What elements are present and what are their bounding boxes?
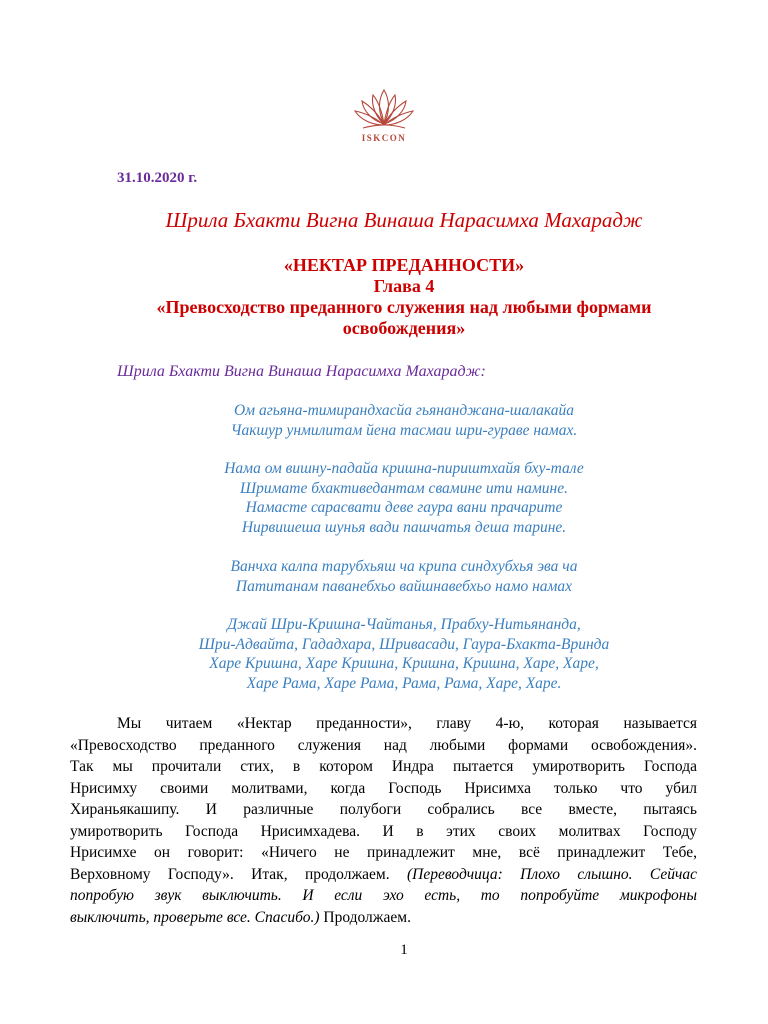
mantra-line: Ом агьяна-тимирандхасйа гьянанджана-шалакайа [233, 402, 575, 419]
lecture-title [100, 255, 708, 339]
mantra-line: Харе Рама, Харе Рама, Рама, Рама, Харе, Харе. [246, 674, 562, 692]
mantra-stanza [0, 615, 768, 693]
mantra-line: Ванчха калпа тарубхьяш ча крипа синдхубхья эва ча [230, 558, 578, 575]
translator-note: (Переводчица: Плохо слышно. Сейчас [407, 865, 698, 883]
mantra-line: Чакшур унмилитам йена тасмаи шри-гураве намах. [230, 421, 578, 439]
mantra-line: Шримате бхактиведантам свамине ити намине. [240, 479, 568, 497]
translator-note: выключить, проверьте все. Спасибо.) [70, 908, 320, 926]
paragraph-line: «Превосходство преданного служения над любыми формами освобождения». [70, 736, 697, 754]
mantra-line: Патитанам паванебхьо вайшнавебхьо намо намах [235, 577, 573, 595]
mantra-line: Джай Шри-Кришна-Чайтанья, Прабху-Нитьянанда, [227, 616, 581, 633]
paragraph-line: Мы читаем «Нектар преданности», главу 4-ю, которая называется [117, 715, 697, 732]
mantra-stanza [0, 401, 768, 440]
paragraph-line: Нрисимху своими молитвами, когда Господь Нрисимха только что убил [70, 779, 697, 797]
author-heading: Шрила Бхакти Вигна Винаша Нарасимха Махарадж [165, 208, 643, 232]
mantra-line: Намасте сарасвати деве гаура вани прачарите [245, 499, 563, 516]
body-paragraph [70, 713, 697, 928]
paragraph-line [70, 885, 697, 907]
speaker-label: Шрила Бхакти Вигна Винаша Нарасимха Махарадж: [117, 363, 486, 380]
paragraph-line [70, 864, 697, 886]
paragraph-line: Так мы прочитали стих, в котором Индра пытается умиротворить Господа [70, 758, 697, 775]
paragraph-line: Нрисимхе он говорит: «Ничего не принадлежит мне, всё принадлежит Тебе, [70, 844, 697, 861]
title-line: «НЕКТАР ПРЕДАННОСТИ» [283, 255, 525, 275]
lotus-icon [349, 86, 419, 134]
mantra-stanza [0, 459, 768, 537]
iskcon-logo [349, 86, 419, 148]
paragraph-line: Хираньякашипу. И различные полубоги собрались все вместе, пытаясь [70, 801, 697, 818]
mantra-line: Шри-Адвайта, Гададхара, Шривасади, Гаура-Бхакта-Вринда [198, 635, 610, 653]
mantra-stanza [0, 557, 768, 596]
paragraph-text: Продолжаем. [319, 908, 411, 926]
title-line: Глава 4 [373, 276, 435, 296]
title-line: освобождения» [342, 318, 466, 338]
page-number: 1 [400, 942, 408, 958]
title-line: «Превосходство преданного служения над любыми формами [156, 297, 652, 317]
translator-note: попробую звук выключить. И если эхо есть, то попробуйте микрофоны [70, 887, 697, 904]
logo-text: ISKCON [361, 133, 407, 143]
document-date: 31.10.2020 г. [117, 170, 198, 186]
paragraph-line [70, 907, 697, 929]
paragraph-text: Верховному Господу». Итак, продолжаем. [70, 865, 408, 883]
mantra-line: Харе Кришна, Харе Кришна, Кришна, Кришна, Харе, Харе, [209, 655, 599, 672]
mantra-line: Нирвишеша шунья вади пашчатья деша тарине. [241, 518, 567, 536]
paragraph-line: умиротворить Господа Нрисимхадева. И в этих своих молитвах Господу [70, 822, 697, 840]
mantra-line: Нама ом вишну-падайа кришна-пириштхайя бху-тале [224, 460, 584, 477]
